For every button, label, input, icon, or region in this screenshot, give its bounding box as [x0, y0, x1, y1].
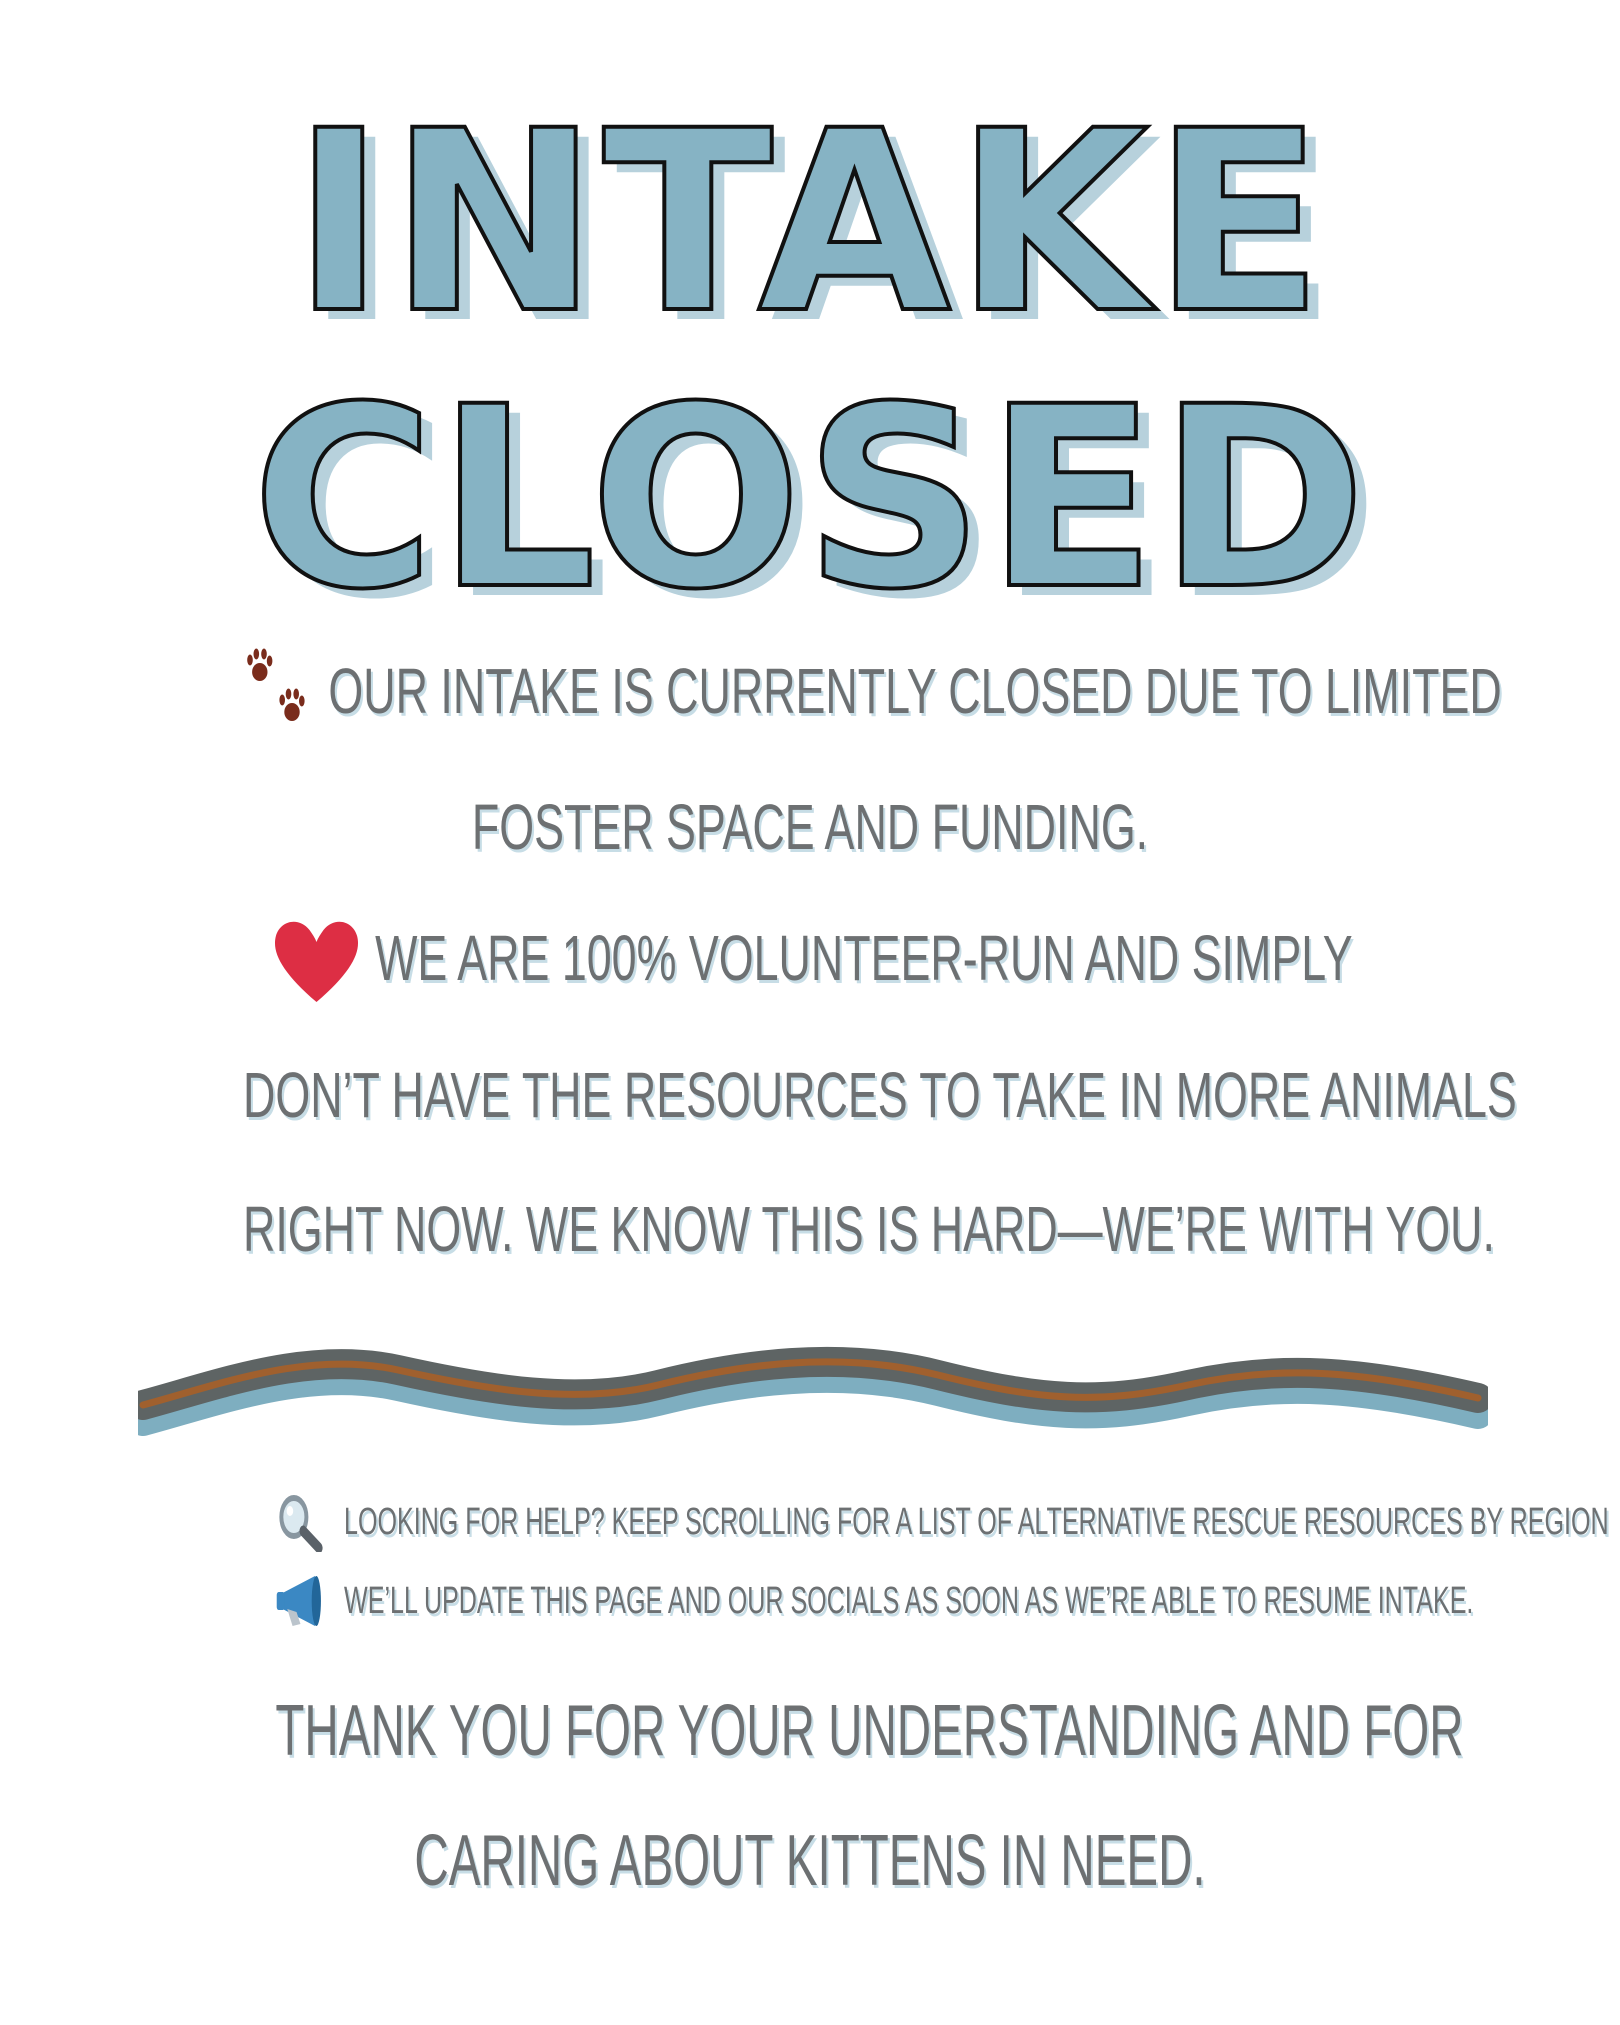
help-note — [275, 1494, 1609, 1554]
message-line-4: DON’T HAVE THE RESOURCES TO TAKE IN MORE ANIMALS — [243, 1059, 1517, 1131]
update-note — [275, 1574, 1474, 1632]
message-text-3: WE ARE 100% VOLUNTEER-RUN AND SIMPLY — [375, 921, 1353, 994]
wave-divider — [138, 1330, 1488, 1455]
title-closed: CLOSED — [251, 353, 1369, 644]
message-text-1: OUR INTAKE IS CURRENTLY CLOSED DUE TO LIMITED — [328, 654, 1502, 727]
update-text: WE’LL UPDATE THIS PAGE AND OUR SOCIALS AS SOON AS WE’RE ABLE TO RESUME INTAKE. — [344, 1580, 1474, 1623]
closing-line-2: CARING ABOUT KITTENS IN NEED. — [414, 1821, 1206, 1901]
closing-line-1: THANK YOU FOR YOUR UNDERSTANDING AND FOR — [275, 1691, 1464, 1771]
paw-prints-icon — [243, 648, 319, 736]
red-heart-icon — [267, 918, 365, 1004]
title-intake: INTAKE — [292, 77, 1328, 368]
help-text: LOOKING FOR HELP? KEEP SCROLLING FOR A LIST OF ALTERNATIVE RESCUE RESOURCES BY REGION — [344, 1501, 1609, 1544]
message-line-5: RIGHT NOW. WE KNOW THIS IS HARD—WE’RE WITH YOU. — [243, 1193, 1495, 1265]
message-line-2: FOSTER SPACE AND FUNDING. — [471, 791, 1149, 863]
megaphone-icon — [275, 1572, 334, 1630]
message-line-1 — [243, 652, 1502, 740]
message-line-3 — [243, 920, 1377, 1006]
magnifying-glass-icon — [275, 1492, 334, 1552]
